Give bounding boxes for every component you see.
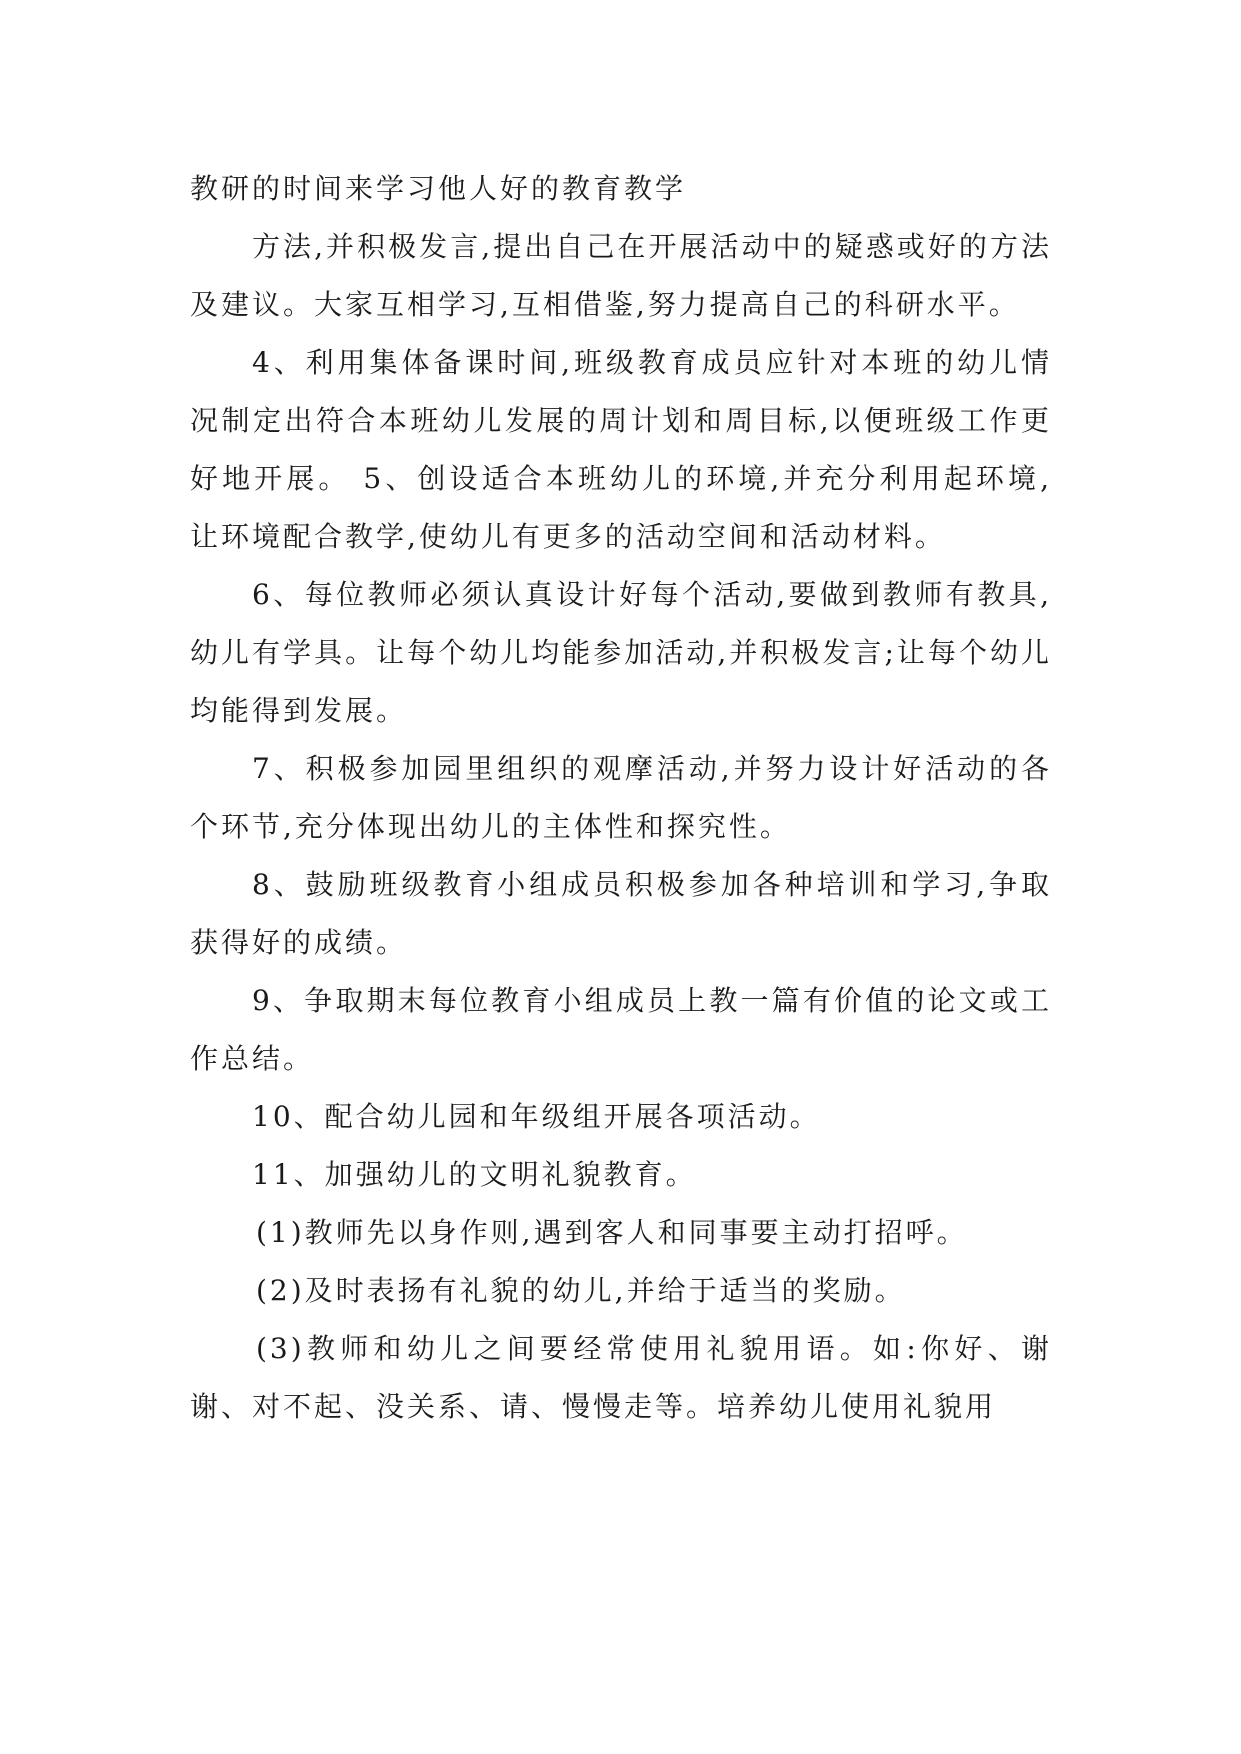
document-body — [190, 160, 1052, 1436]
paragraph-subitem-2: (2)及时表扬有礼貌的幼儿,并给于适当的奖励。 — [256, 1274, 906, 1307]
paragraph-item-8: 8、鼓励班级教育小组成员积极参加各种培训和学习,争取获得好的成绩。 — [190, 868, 1052, 959]
paragraph-item-4-5: 4、利用集体备课时间,班级教育成员应针对本班的幼儿情况制定出符合本班幼儿发展的周计划和周目标,以便班级工作更好地开展。 5、创设适合本班幼儿的环境,并充分利用起环境,让环境配合教学,使幼儿有更多的活动空间和活动材料。 — [190, 346, 1052, 553]
paragraph-item-11: 11、加强幼儿的文明礼貌教育。 — [252, 1158, 697, 1191]
paragraph-subitem-1: (1)教师先以身作则,遇到客人和同事要主动打招呼。 — [256, 1216, 968, 1249]
paragraph-item-7: 7、积极参加园里组织的观摩活动,并努力设计好活动的各个环节,充分体现出幼儿的主体性和探究性。 — [190, 752, 1052, 843]
paragraph-method: 方法,并积极发言,提出自己在开展活动中的疑惑或好的方法及建议。大家互相学习,互相借鉴,努力提高自己的科研水平。 — [190, 230, 1052, 321]
paragraph-subitem-3: (3)教师和幼儿之间要经常使用礼貌用语。如:你好、谢谢、对不起、没关系、请、慢慢走等。培养幼儿使用礼貌用 — [190, 1332, 1052, 1423]
paragraph-continuation: 教研的时间来学习他人好的教育教学 — [190, 172, 687, 205]
paragraph-item-10: 10、配合幼儿园和年级组开展各项活动。 — [252, 1100, 821, 1133]
paragraph-item-6: 6、每位教师必须认真设计好每个活动,要做到教师有教具,幼儿有学具。让每个幼儿均能参加活动,并积极发言;让每个幼儿均能得到发展。 — [190, 578, 1052, 727]
paragraph-item-9: 9、争取期末每位教育小组成员上教一篇有价值的论文或工作总结。 — [190, 984, 1052, 1075]
